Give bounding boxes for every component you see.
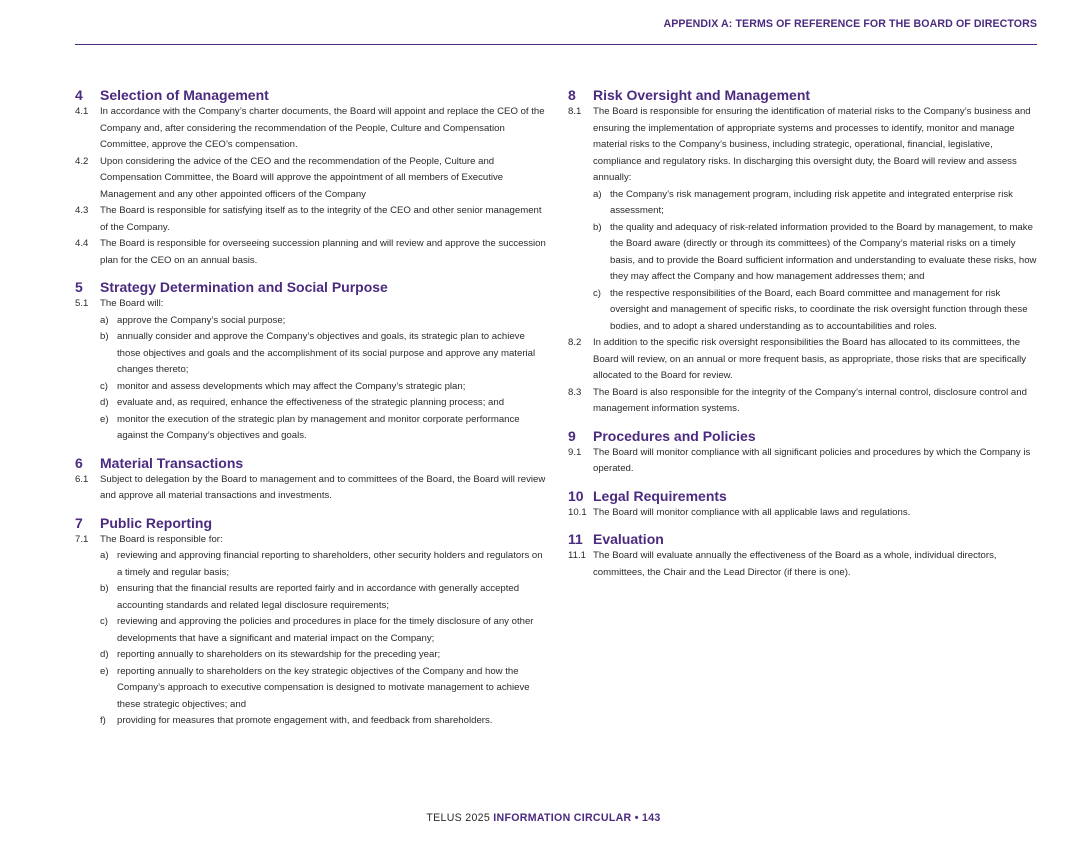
clause-number: 8.2 [568, 337, 582, 348]
section-number: 10 [568, 487, 584, 504]
clause-text: The Board is responsible for overseeing succession planning and will review and approve the succession plan for the CEO on an annual basis. [100, 238, 546, 266]
sub-clause-letter: d) [100, 649, 109, 660]
clause-text: The Board will: [100, 298, 164, 309]
section-number: 4 [75, 87, 83, 103]
section-number: 6 [75, 454, 83, 471]
clause-number: 5.1 [75, 298, 89, 309]
section-6 [75, 454, 550, 505]
sub-clause-text: the respective responsibilities of the Board, each Board committee and management for risk oversight and management of specific risks, to coordinate the risk oversight function through these bodies, and to adopt a shared understanding as to accountabilities and roles. [610, 287, 1028, 332]
clause-number: 7.1 [75, 533, 89, 545]
left-column [75, 86, 550, 739]
sub-clause-letter: c) [100, 616, 108, 627]
section-5 [75, 278, 550, 445]
sub-clause [75, 647, 550, 664]
clause-11-1 [568, 548, 1038, 581]
section-heading: Public Reporting [100, 514, 212, 531]
section-heading: Selection of Management [100, 87, 269, 103]
sub-clause [75, 614, 550, 647]
footer-separator: • [634, 812, 639, 824]
header-rule [75, 44, 1037, 45]
right-column [568, 86, 1038, 590]
clause-number: 4.3 [75, 205, 89, 216]
clause-number: 4.1 [75, 106, 89, 117]
sub-clause [75, 412, 550, 445]
clause-text: The Board is also responsible for the integrity of the Company’s internal control, disclosure control and management information systems. [593, 386, 1027, 414]
section-4 [75, 86, 550, 269]
clause-text: The Board is responsible for ensuring the identification of material risks to the Company’s business and ensuring the implementation of appropriate systems and processes to identify, monitor and manage material risks to the Company’s business, including strategic, operational, financial, legislative, compliance and regulatory risks. In discharging this oversight duty, the Board will review and assess annually: [593, 106, 1031, 183]
section-number: 8 [568, 87, 576, 103]
section-7 [75, 514, 550, 730]
clause-text: The Board will evaluate annually the effectiveness of the Board as a whole, individual directors, committees, the Chair and the Lead Director (if there is one). [593, 550, 997, 578]
sub-clause [75, 581, 550, 614]
sub-clause [75, 313, 550, 330]
section-title [568, 86, 1038, 104]
clause-number: 9.1 [568, 446, 582, 458]
section-10 [568, 487, 1038, 522]
clause-6-1 [75, 472, 550, 505]
clause-number: 11.1 [568, 550, 586, 561]
clause-text: The Board is responsible for satisfying itself as to the integrity of the CEO and other senior management of the Company. [100, 205, 542, 233]
section-title [75, 514, 550, 532]
clause-text: Subject to delegation by the Board to management and to committees of the Board, the Board will review and approve all material transactions and investments. [100, 473, 546, 501]
clause-text: The Board will monitor compliance with all applicable laws and regulations. [593, 506, 911, 518]
section-title [75, 278, 550, 296]
sub-clause-text: ensuring that the financial results are reported fairly and in accordance with generally accepted accounting standards and related legal disclosure requirements; [117, 583, 520, 611]
clause-10-1 [568, 505, 1038, 522]
clause-number: 8.3 [568, 386, 582, 398]
sub-clause [568, 187, 1038, 220]
sub-clause [568, 220, 1038, 286]
sub-clause-letter: a) [100, 314, 109, 326]
sub-clause-text: reporting annually to shareholders on its stewardship for the preceding year; [117, 649, 441, 660]
clause-8-2 [568, 335, 1038, 385]
section-title [568, 427, 1038, 445]
section-heading: Evaluation [593, 531, 664, 547]
clause-text: The Board is responsible for: [100, 533, 223, 545]
section-number: 9 [568, 427, 576, 444]
sub-clause-text: reporting annually to shareholders on the key strategic objectives of the Company and how the Company’s approach to executive compensation is designed to motivate management to achieve these strategic objectives; and [117, 665, 530, 710]
sub-clause-text: the Company’s risk management program, including risk appetite and integrated enterprise risk assessment; [610, 188, 1013, 216]
clause-4-1 [75, 104, 550, 154]
sub-clause-letter: b) [593, 221, 602, 233]
sub-clause-text: approve the Company’s social purpose; [117, 314, 286, 326]
clause-number: 8.1 [568, 106, 582, 117]
clause-number: 6.1 [75, 473, 89, 485]
clause-text: In accordance with the Company’s charter documents, the Board will appoint and replace the CEO of the Company and, after considering the recommendation of the People, Culture and Compensation Committee, approve the CEO’s compensation. [100, 106, 545, 150]
clause-8-1 [568, 104, 1038, 187]
section-heading: Risk Oversight and Management [593, 87, 811, 103]
section-title [75, 86, 550, 104]
sub-clause [568, 286, 1038, 336]
sub-clause [75, 664, 550, 714]
sub-clause-text: reviewing and approving financial reporting to shareholders, other security holders and regulators on a timely and regular basis; [117, 550, 543, 578]
sub-clause-letter: e) [100, 413, 109, 425]
sub-clause [75, 395, 550, 412]
sub-clause-letter: a) [593, 188, 602, 200]
sub-clause-text: the quality and adequacy of risk-related information provided to the Board by management, to make the Board aware (directly or through its committees) of the Company’s material risks on a timely basis, and to provide the Board sufficient information and understanding to evaluate these risks, how they may affect the Company and how management addresses them; and [610, 221, 1037, 282]
clause-7-1 [75, 532, 550, 549]
sub-clause-letter: b) [100, 583, 109, 594]
section-heading: Strategy Determination and Social Purpose [100, 279, 388, 295]
sub-clause-letter: c) [593, 287, 601, 299]
sub-clause-letter: a) [100, 550, 109, 561]
footer-title: INFORMATION CIRCULAR [493, 812, 632, 824]
sub-clause-letter: c) [100, 380, 108, 392]
footer-page-number: 143 [642, 812, 661, 824]
clause-number: 4.4 [75, 238, 89, 249]
sub-clause-text: monitor the execution of the strategic plan by management and monitor corporate performance against the Company’s objectives and goals. [117, 413, 520, 441]
sub-clause-letter: d) [100, 397, 109, 408]
footer-prefix: TELUS 2025 [426, 812, 491, 824]
sub-clause-text: monitor and assess developments which may affect the Company’s strategic plan; [117, 380, 466, 392]
sub-clause-text: reviewing and approving the policies and procedures in place for the timely disclosure of any other developments that have a significant and material impact on the Company; [117, 616, 534, 644]
clause-number: 10.1 [568, 506, 587, 518]
clause-8-3 [568, 385, 1038, 418]
section-heading: Procedures and Policies [593, 427, 756, 444]
clause-text: The Board will monitor compliance with all significant policies and procedures by which the Company is operated. [593, 446, 1031, 474]
clause-4-3 [75, 203, 550, 236]
clause-text: In addition to the specific risk oversight responsibilities the Board has allocated to its committees, the Board will review, on an annual or more frequent basis, as appropriate, those risks that are specifically allocated to the Board for review. [593, 337, 1027, 381]
sub-clause [75, 713, 550, 730]
section-9 [568, 427, 1038, 478]
clause-9-1 [568, 445, 1038, 478]
section-number: 11 [568, 531, 583, 547]
clause-5-1 [75, 296, 550, 313]
clause-4-2 [75, 154, 550, 204]
sub-clause [75, 379, 550, 396]
sub-clause-text: providing for measures that promote engagement with, and feedback from shareholders. [117, 715, 493, 726]
section-number: 7 [75, 514, 83, 531]
clause-text: Upon considering the advice of the CEO and the recommendation of the People, Culture and Compensation Committee, the Board will approve the appointment of all members of Executive Management and any other appointed officers of the Company [100, 155, 504, 200]
sub-clause-letter: f) [100, 715, 106, 726]
section-heading: Legal Requirements [593, 487, 727, 504]
clause-number: 4.2 [75, 155, 89, 167]
sub-clause-text: evaluate and, as required, enhance the effectiveness of the strategic planning process; and [117, 397, 505, 408]
sub-clause-letter: e) [100, 665, 109, 677]
section-11 [568, 530, 1038, 581]
sub-clause [75, 548, 550, 581]
clause-4-4 [75, 236, 550, 269]
page-header: APPENDIX A: TERMS OF REFERENCE FOR THE BOARD OF DIRECTORS [663, 18, 1037, 30]
sub-clause-text: annually consider and approve the Company’s objectives and goals, its strategic plan to achieve those objectives and goals and the accomplishment of its social purpose and approve any material changes thereto; [117, 331, 536, 375]
page-footer [0, 812, 1087, 824]
section-8 [568, 86, 1038, 418]
section-title [568, 487, 1038, 505]
section-title [568, 530, 1038, 548]
sub-clause [75, 329, 550, 379]
section-title [75, 454, 550, 472]
section-heading: Material Transactions [100, 454, 244, 471]
section-number: 5 [75, 279, 83, 295]
sub-clause-letter: b) [100, 331, 109, 342]
